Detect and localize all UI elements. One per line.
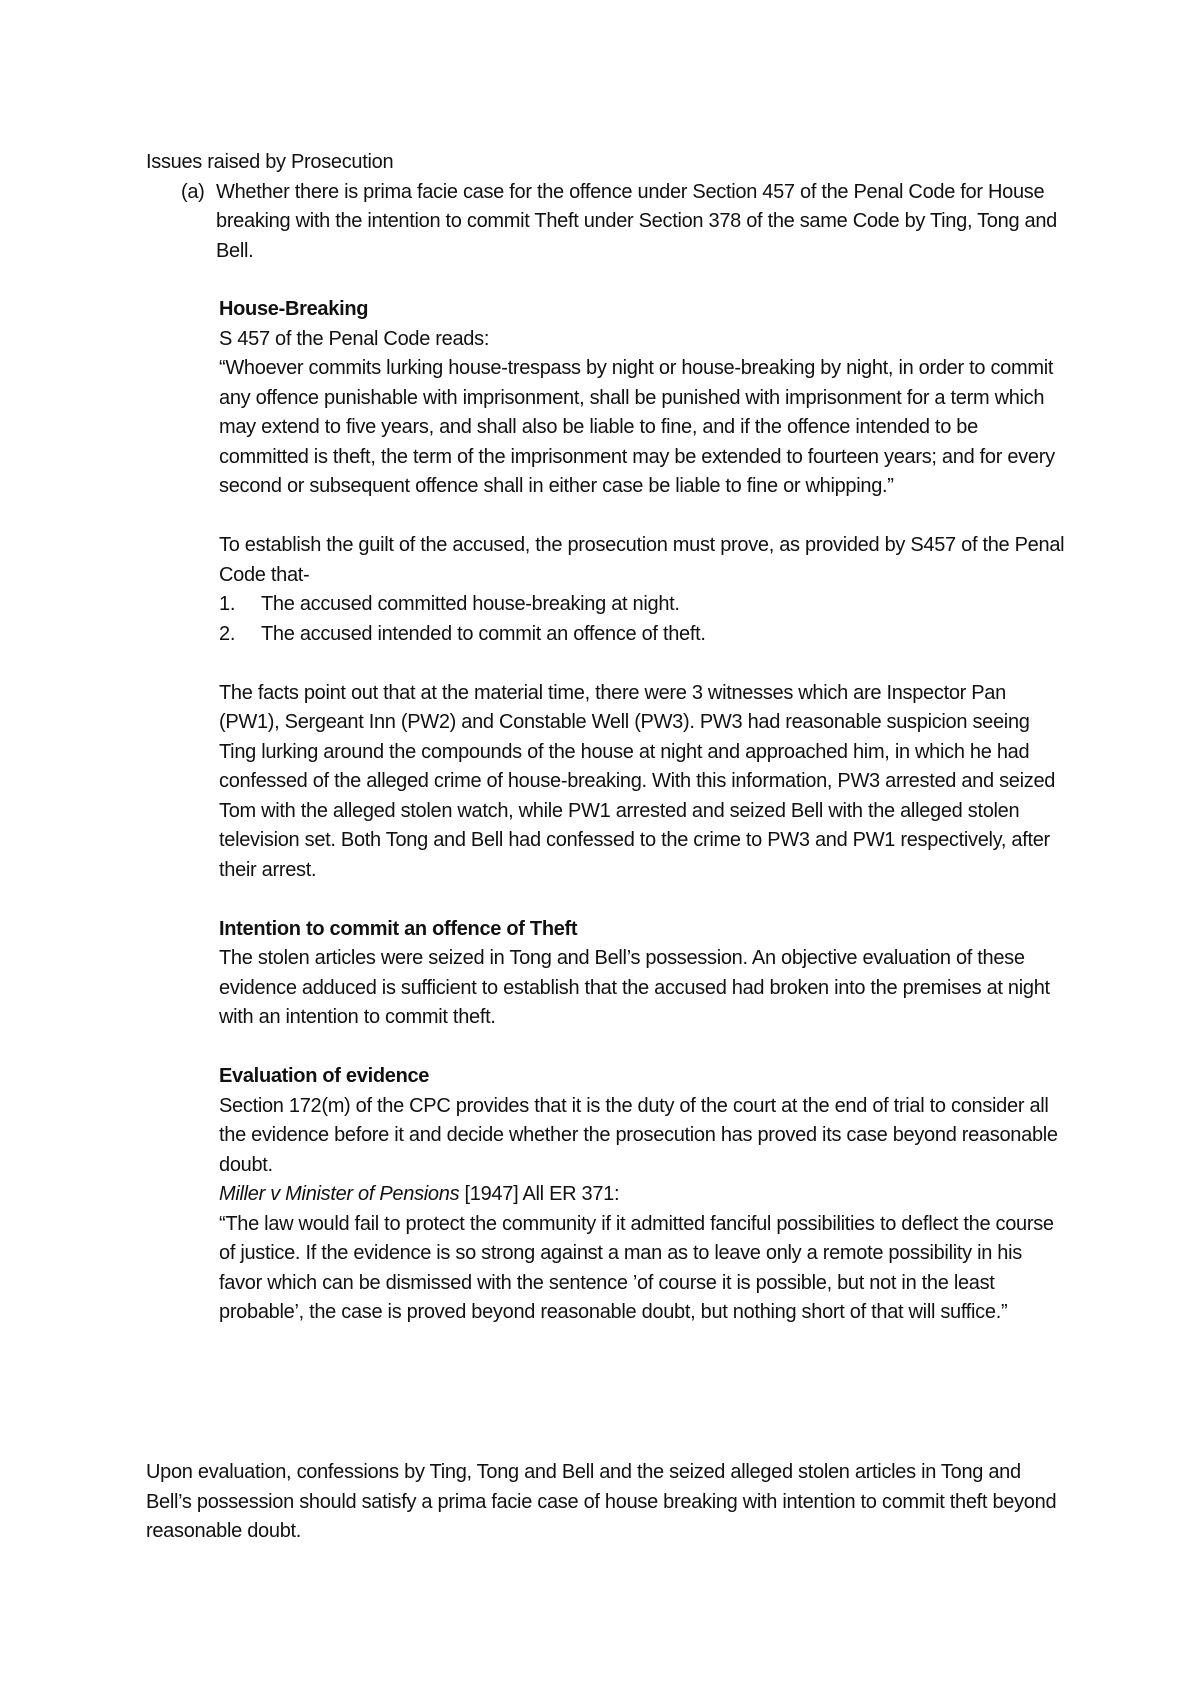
intention-paragraph: The stolen articles were seized in Tong and Bell’s possession. An objective evaluation of these evidence adduced is sufficient to establish that the accused had broken into the premises at night with an intention to commit theft. [219,947,1050,1028]
case-reference [219,1180,1069,1210]
establish-text: To establish the guilt of the accused, the prosecution must prove, as provided by S457 of the Penal Code that- [219,534,1065,586]
evaluation-paragraph: Section 172(m) of the CPC provides that it is the duty of the court at the end of trial to consider all the evidence before it and decide whether the prosecution has proved its case beyond reasonable doubt. [219,1094,1058,1176]
analysis-section [219,295,1069,1328]
intention-title: Intention to commit an offence of Theft [219,917,578,940]
element-number: 2. [219,622,236,645]
case-name: Miller v Minister of Pensions [219,1183,460,1205]
statute-quote: “Whoever commits lurking house-trespass by night or house-breaking by night, in order to commit any offence punishable with imprisonment, shall be punished with imprisonment for a term which may extend to five years, and shall also be liable to fine, and if the offence intended to be committed is theft, the term of the imprisonment may be extended to fourteen years; and for every second or subsequent offence shall in either case be liable to fine or whipping.” [219,357,1055,497]
facts-paragraph: The facts point out that at the material time, there were 3 witnesses which are Inspector Pan (PW1), Sergeant Inn (PW2) and Constable Well (PW3). PW3 had reasonable suspicion seeing Ting lurking around the compounds of the house at night and approached him, in which he had confessed of the alleged crime of house-breaking. With this information, PW3 arrested and seized Tom with the alleged stolen watch, while PW1 arrested and seized Bell with the alleged stolen television set. Both Tong and Bell had confessed to the crime to PW3 and PW1 respectively, after their arrest. [219,681,1056,881]
statute-intro: S 457 of the Penal Code reads: [219,327,490,350]
element-text: The accused committed house-breaking at night. [261,593,680,615]
section-heading: Issues raised by Prosecution [146,151,394,173]
element-number: 1. [219,593,236,615]
element-item [219,620,1069,650]
issues-section [146,148,1066,266]
evaluation-title: Evaluation of evidence [219,1065,430,1087]
element-text: The accused intended to commit an offence of theft. [261,622,706,645]
element-item [219,590,1069,620]
conclusion-paragraph: Upon evaluation, confessions by Ting, Tong and Bell and the seized alleged stolen articles in Tong and Bell’s possession should satisfy a prima facie case of house breaking with intention to commit theft beyond reasonable doubt. [146,1461,1057,1542]
issue-a-label: (a) [181,180,205,203]
conclusion-section [146,1458,1066,1547]
case-citation: [1947] All ER 371: [459,1183,620,1205]
issue-a-text: Whether there is prima facie case for the offence under Section 457 of the Penal Code for House breaking with the intention to commit Theft under Section 378 of the same Code by Ting, Tong and Bell. [216,180,1057,262]
house-breaking-title: House-Breaking [219,298,369,320]
case-quote: “The law would fail to protect the community if it admitted fanciful possibilities to deflect the course of justice. If the evidence is so strong against a man as to leave only a remote possibility in his favor which can be dismissed with the sentence ’of course it is possible, but not in the least probable’, the case is proved beyond reasonable doubt, but nothing short of that will suffice.” [219,1212,1054,1323]
issue-a [181,178,1066,267]
